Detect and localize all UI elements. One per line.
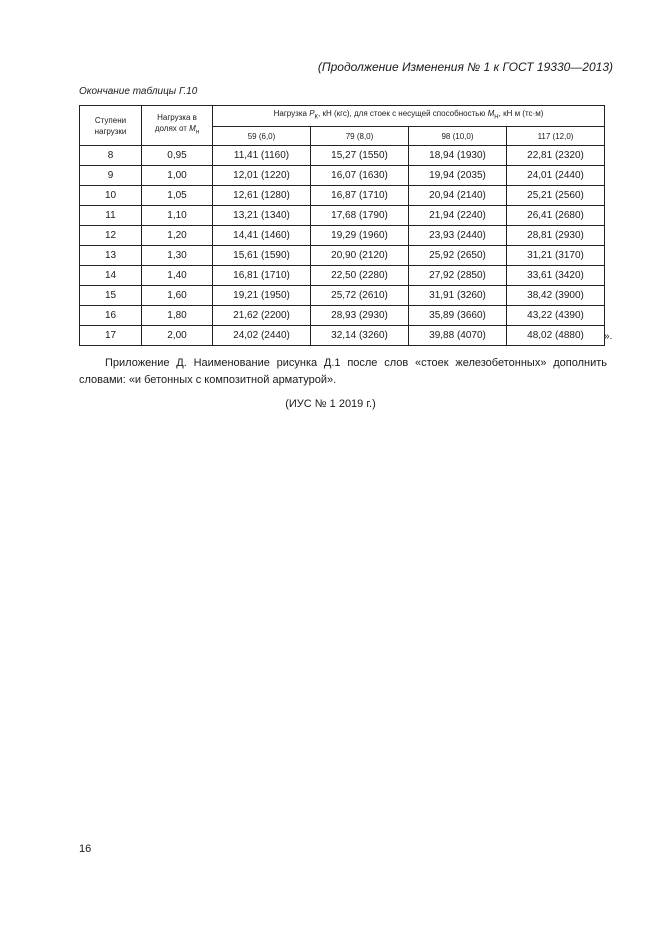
table-cell: 1,20 xyxy=(142,226,213,246)
table-cell: 22,81 (2320) xyxy=(507,146,605,166)
table-cell: 16,81 (1710) xyxy=(213,266,311,286)
table-cell: 14 xyxy=(80,266,142,286)
table-cell: 11,41 (1160) xyxy=(213,146,311,166)
table-cell: 21,62 (2200) xyxy=(213,306,311,326)
table-cell: 25,21 (2560) xyxy=(507,186,605,206)
table-cell: 1,05 xyxy=(142,186,213,206)
table-cell: 15,27 (1550) xyxy=(311,146,409,166)
symbol-p: P xyxy=(309,109,315,119)
table-cell: 10 xyxy=(80,186,142,206)
table-cell: 35,89 (3660) xyxy=(409,306,507,326)
symbol-m: M xyxy=(189,124,196,134)
table-cell: 15 xyxy=(80,286,142,306)
table-cell: 22,50 (2280) xyxy=(311,266,409,286)
table-cell: 15,61 (1590) xyxy=(213,246,311,266)
table-cell: 25,92 (2650) xyxy=(409,246,507,266)
page-number: 16 xyxy=(79,843,92,855)
table-cell: 14,41 (1460) xyxy=(213,226,311,246)
table-cell: 12,61 (1280) xyxy=(213,186,311,206)
table-row xyxy=(80,166,605,186)
table-cell: 1,60 xyxy=(142,286,213,306)
table-cell: 1,80 xyxy=(142,306,213,326)
table-row xyxy=(80,266,605,286)
table-cell: 11 xyxy=(80,206,142,226)
table-cell: 16 xyxy=(80,306,142,326)
table-cell: 43,22 (4390) xyxy=(507,306,605,326)
table-cell: 18,94 (1930) xyxy=(409,146,507,166)
table-cell: 38,42 (3900) xyxy=(507,286,605,306)
capacity-header: 98 (10,0) xyxy=(409,127,507,146)
table-cell: 20,94 (2140) xyxy=(409,186,507,206)
table-row xyxy=(80,306,605,326)
table-cell: 16,87 (1710) xyxy=(311,186,409,206)
table-cell: 26,41 (2680) xyxy=(507,206,605,226)
table-row xyxy=(80,326,605,346)
group-text-2: , кН (кгс), для стоек с несущей способностью xyxy=(318,109,488,119)
table-cell: 16,07 (1630) xyxy=(311,166,409,186)
group-text-1: Нагрузка xyxy=(273,109,310,119)
table-cell: 33,61 (3420) xyxy=(507,266,605,286)
symbol-sub-n2: Н xyxy=(494,114,499,121)
capacity-header: 117 (12,0) xyxy=(507,127,605,146)
table-cell: 1,40 xyxy=(142,266,213,286)
table-cell: 17,68 (1790) xyxy=(311,206,409,226)
table-cell: 31,91 (3260) xyxy=(409,286,507,306)
table-cell: 32,14 (3260) xyxy=(311,326,409,346)
amendment-paragraph: Приложение Д. Наименование рисунка Д.1 после слов «стоек железобетонных» дополнить словами: «и бетонных с композитной арматурой». xyxy=(79,357,607,386)
group-text-3: , кН м (тс·м) xyxy=(498,109,544,119)
table-cell: 8 xyxy=(80,146,142,166)
table-cell: 20,90 (2120) xyxy=(311,246,409,266)
table-cell: 13,21 (1340) xyxy=(213,206,311,226)
table-cell: 48,02 (4880) xyxy=(507,326,605,346)
header-load-fraction-text: Нагрузка в долях от xyxy=(154,113,197,134)
table-row xyxy=(80,226,605,246)
symbol-sub-k: К xyxy=(314,114,319,121)
table-cell: 39,88 (4070) xyxy=(409,326,507,346)
table-cell: 0,95 xyxy=(142,146,213,166)
closing-quote: ». xyxy=(604,331,613,342)
header-note: (Продолжение Изменения № 1 к ГОСТ 19330—2013) xyxy=(317,60,613,74)
ius-reference: (ИУС № 1 2019 г.) xyxy=(285,398,376,410)
table-cell: 28,81 (2930) xyxy=(507,226,605,246)
table-body xyxy=(80,146,605,346)
capacity-header: 79 (8,0) xyxy=(311,127,409,146)
table-cell: 25,72 (2610) xyxy=(311,286,409,306)
table-row xyxy=(80,206,605,226)
table-row xyxy=(80,286,605,306)
table-cell: 12 xyxy=(80,226,142,246)
table-cell: 27,92 (2850) xyxy=(409,266,507,286)
table-cell: 19,94 (2035) xyxy=(409,166,507,186)
table-row xyxy=(80,146,605,166)
table-cell: 1,30 xyxy=(142,246,213,266)
table-cell: 2,00 xyxy=(142,326,213,346)
table-cell: 17 xyxy=(80,326,142,346)
table-cell: 1,00 xyxy=(142,166,213,186)
table-cell: 19,29 (1960) xyxy=(311,226,409,246)
table-cell: 19,21 (1950) xyxy=(213,286,311,306)
table-caption: Окончание таблицы Г.10 xyxy=(79,86,198,97)
table-row xyxy=(80,246,605,266)
header-stage: Ступени нагрузки xyxy=(80,106,142,146)
table-cell: 24,02 (2440) xyxy=(213,326,311,346)
table-cell: 28,93 (2930) xyxy=(311,306,409,326)
header-load-fraction xyxy=(142,106,213,146)
capacity-header: 59 (6,0) xyxy=(213,127,311,146)
symbol-m2: M xyxy=(487,109,495,119)
header-load-group xyxy=(213,106,605,127)
table-row xyxy=(80,186,605,206)
table-cell: 12,01 (1220) xyxy=(213,166,311,186)
table-cell: 1,10 xyxy=(142,206,213,226)
table-cell: 9 xyxy=(80,166,142,186)
table-cell: 13 xyxy=(80,246,142,266)
table-cell: 24,01 (2440) xyxy=(507,166,605,186)
table-cell: 31,21 (3170) xyxy=(507,246,605,266)
table-cell: 23,93 (2440) xyxy=(409,226,507,246)
table-cell: 21,94 (2240) xyxy=(409,206,507,226)
symbol-sub-n: н xyxy=(195,129,200,136)
load-table xyxy=(79,105,605,346)
